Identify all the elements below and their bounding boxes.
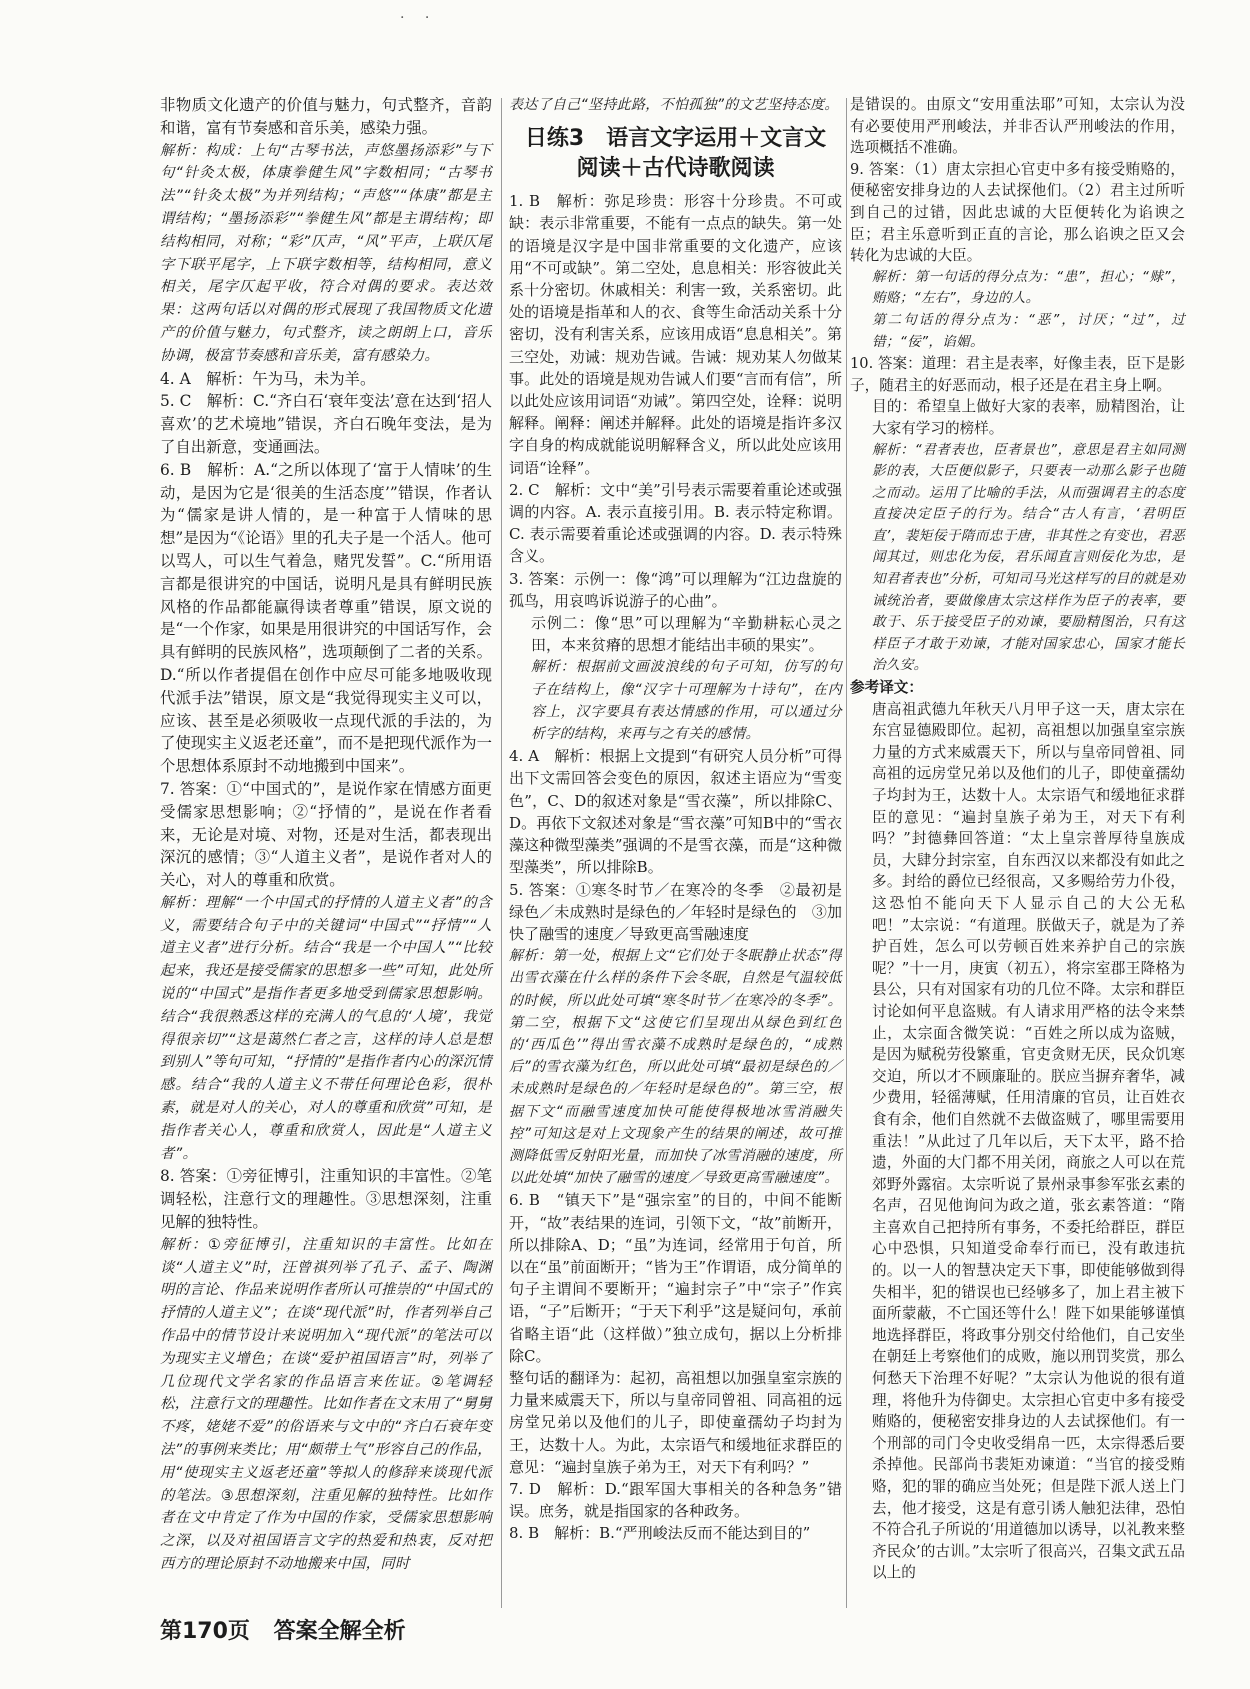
answer-paragraph: 7. 答案：①“中国式的”，是说作家在情感方面更受儒家思想影响；②“抒情的”，是说在作者看来，无论是对境、对物，还是对生活，都表现出深沉的感情；③“人道主义者”，是说作者对人的关心，对人的尊重和欣赏。 (160, 779, 492, 890)
footer-title: 答案全解全析 (273, 1619, 406, 1644)
answer-paragraph: 1. B 解析：弥足珍贵：形容十分珍贵。不可或缺：表示非常重要，不能有一点点的缺失。第一处的语境是汉字是中国非常重要的文化遗产，应该用“不可或缺”。第二空处，息息相关：形容彼此关系十分密切。休戚相关：利害一致，关系密切。此处的语境是指革和人的衣、食等生命活动关系十分密切，没有利害关系，应该用成语“息息相关”。第三空处，劝诫：规劝告诫。告诫：规劝某人勿做某事。此处的语境是规劝告诫人们要“言而有信”，所以此处应该用词语“劝诫”。第四空处，诠释：说明解释。阐释：阐述并解释。此处的语境是指许多汉字自身的构成就能说明解释含义，所以此处应该用词语“诠释”。 (509, 192, 842, 477)
analysis-paragraph: 解析：第一句话的得分点为：“患”，担心；“赇”，贿赂；“左右”，身边的人。 (872, 268, 1185, 307)
analysis-paragraph: 解析：根据前文画波浪线的句子可知，仿写的句子在结构上，像“汉字十可理解为十诗句”，在内容上，汉字要具有表达情感的作用，可以通过分析字的结构，来再与之有关的感情。 (531, 659, 842, 743)
answer-paragraph: 4. A 解析：午为马，未为羊。 (160, 369, 376, 388)
answer-paragraph: 示例二：像“思”可以理解为“辛勤耕耘心灵之田，本来贫瘠的思想才能结出丰硕的果实”。 (531, 614, 842, 655)
column-middle (509, 94, 842, 1545)
column-right (850, 94, 1185, 1584)
answer-paragraph: 2. C 解析：文中“美”引号表示需要着重论述或强调的内容。A. 表示直接引用。B. 表示特定称谓。C. 表示需要着重论述或强调的内容。D. 表示特殊含义。 (509, 480, 842, 566)
answer-paragraph: 3. 答案：示例一：像“鸿”可以理解为“江边盘旋的孤鸟，用哀鸣诉说游子的心曲”。 (509, 569, 842, 610)
answer-paragraph: 7. D 解析：D.“跟军国大事相关的各种急务”错误。庶务，就是指国家的各种政务。 (509, 1479, 842, 1521)
column-left (160, 94, 492, 1576)
answer-paragraph: 6. B 解析：A.“之所以体现了‘富于人情味’的生动，是因为它是‘很美的生活态度’”错误，作者认为“儒家是讲人情的，是一种富于人情味的思想”是因为“《论语》里的孔夫子是一个活人。他可以骂人，可以生气着急，赌咒发誓”。C.“所用语言都是很讲究的中国话，说明凡是具有鲜明民族风格的作品都能赢得读者尊重”错误，原文说的是“一个作家，如果是用很讲究的中国话写作，会具有鲜明的民族风格”，选项颠倒了二者的关系。D.“所以作者提倡在创作中应尽可能多地吸收现代派手法”错误，原文是“我觉得现实主义可以，应该、甚至是必须吸收一点现代派的手法的，为了使现实主义返老还童”，而不是把现代派作为一个思想体系原封不动地搬到中国来”。 (160, 460, 492, 776)
analysis-paragraph: 解析：构成：上句“古琴书法，声悠墨扬添彩”与下句“针灸太极，体康拳健生风”字数相同；“古琴书法”“针灸太极”为并列结构；“声悠”“体康”都是主谓结构；“墨扬添彩”“拳健生风”都是主谓结构；即结构相同，对称；“彩”仄声，“风”平声，上联仄尾字下联平尾字，上下联字数相等，结构相同，意义相关，尾字仄起平收，符合对偶的要求。表达效果：这两句话以对偶的形式展现了我国物质文化遗产的价值与魅力，句式整齐，读之朗朗上口，音乐协调，极富节奏感和音乐美，富有感染力。 (160, 142, 492, 364)
answer-paragraph: 4. A 解析：根据上文提到“有研究人员分析”可得出下文需回答会变色的原因，叙述主语应为“雪变色”，C、D的叙述对象是“雪衣藻”，所以排除C、D。再依下文叙述对象是“雪衣藻”可知B中的“雪衣藻这种微型藻类”强调的不是雪衣藻，而是“这种微型藻类”，所以排除B。 (509, 747, 842, 877)
analysis-paragraph: 表达了自己“坚持此路，不怕孤独”的文艺坚持态度。 (509, 97, 839, 113)
top-marks: . . (400, 6, 438, 22)
analysis-paragraph: 解析：①旁征博引，注重知识的丰富性。比如在谈“人道主义”时，汪曾祺列举了孔子、孟子、陶渊明的言论、作品来说明作者所认可推崇的“中国式的抒情的人道主义”；在谈“现代派”时，作者列举自己作品中的情节设计来说明加入“现代派”的笔法可以为现实主义增色；在谈“爱护祖国语言”时，列举了几位现代文学名家的作品语言来佐证。②笔调轻松，注意行文的理趣性。比如作者在文末用了“舅舅不疼，姥姥不爱”的俗语来与文中的“齐白石衰年变法”的事例来类比；用“颇带土气”形容自己的作品，用“使现实主义返老还童”等拟人的修辞来谈现代派的笔法。③思想深刻，注重见解的独特性。比如作者在文中肯定了作为中国的作家，受儒家思想影响之深，以及对祖国语言文字的热爱和热衷，反对把西方的理论原封不动地搬来中国，同时 (160, 1236, 492, 1572)
analysis-paragraph: 解析：“君者表也，臣者景也”，意思是君主如同测影的表，大臣便似影子，只要表一动那么影子也随之而动。运用了比喻的手法，从而强调君主的态度直接决定臣子的行为。结合“古人有言，‘君明臣直’，裴矩佞于隋而忠于唐，非其性之有变也，君恶闻其过，则忠化为佞，君乐闻直言则佞化为忠，是知君者表也”分析，可知司马光这样写的目的就是劝诫统治者，要做像唐太宗这样作为臣子的表率，要敢于、乐于接受臣子的劝谏，要励精图治，只有这样臣子才敢于劝谏，才能对国家忠心，国家才能长治久安。 (872, 441, 1186, 674)
page-number: 第170页 (160, 1619, 250, 1644)
column-divider (846, 98, 847, 1608)
section-title (509, 124, 842, 184)
reference-heading: 参考译文： (850, 679, 923, 697)
answer-paragraph: 5. 答案：①寒冬时节／在寒冷的冬季 ②最初是绿色／未成熟时是绿色的／年轻时是绿色的 ③加快了融雪的速度／导致更高雪融速度 (509, 880, 842, 943)
answer-paragraph: 非物质文化遗产的价值与魅力，句式整齐，音韵和谐，富有节奏感和音乐美，感染力强。 (160, 96, 492, 137)
page-footer (160, 1614, 422, 1645)
answer-paragraph: 8. 答案：①旁征博引，注重知识的丰富性。②笔调轻松，注意行文的理趣性。③思想深刻，注重见解的独特性。 (160, 1167, 492, 1232)
analysis-paragraph: 第二句话的得分点为：“恶”，讨厌；“过”，过错；“佞”，谄媚。 (872, 311, 1185, 350)
answer-paragraph: 5. C 解析：C.“齐白石‘衰年变法’意在达到‘招人喜欢’的艺术境地”错误，齐白石晚年变法，是为了自出新意，变通画法。 (160, 392, 492, 456)
answer-paragraph: 8. B 解析：B.“严刑峻法反而不能达到目的” (509, 1524, 811, 1543)
answer-paragraph: 10. 答案：道理：君主是表率，好像圭表，臣下是影子，随君主的好恶而动，根子还是在君主身上啊。 (850, 355, 1185, 394)
section-title-line2: 阅读＋古代诗歌阅读 (576, 156, 775, 182)
section-title-line1: 日练3 语言文字运用＋文言文 (524, 126, 827, 152)
column-divider (501, 98, 502, 1608)
answer-paragraph: 是错误的。由原文“安用重法耶”可知，太宗认为没有必要使用严刑峻法，并非否认严刑峻法的作用，选项概括不准确。 (850, 96, 1185, 157)
analysis-paragraph: 解析：理解“一个中国式的抒情的人道主义者”的含义，需要结合句子中的关键词“中国式”“抒情”“人道主义者”进行分析。结合“我是一个中国人”“比较起来，我还是接受儒家的思想多一些”可知，此处所说的“中国式”是指作者更多地受到儒家思想影响。结合“我很熟悉这样的充满人的气息的‘人境’，我觉得很亲切”“这是蔼然仁者之言，这样的诗人总是想到别人”等句可知，“抒情的”是指作者内心的深沉情感。结合“我的人道主义不带任何理论色彩，很朴素，就是对人的关心，对人的尊重和欣赏”可知，是指作者关心人，尊重和欣赏人，因此是“人道主义者”。 (160, 894, 492, 1162)
answer-paragraph: 目的：希望皇上做好大家的表率，励精图治，让大家有学习的榜样。 (872, 398, 1185, 437)
analysis-paragraph: 解析：第一处，根据上文“它们处于冬眠静止状态”得出雪衣藻在什么样的条件下会冬眠，自然是气温较低的时候，所以此处可填“寒冬时节／在寒冷的冬季”。第二空，根据下文“这使它们呈现出从绿色到红色的‘西瓜色’”得出雪衣藻不成熟时是绿色的，“成熟后”的雪衣藻为红色，所以此处可填“最初是绿色的／未成熟时是绿色的／年轻时是绿色的”。第三空，根据下文“而融雪速度加快可能使得极地冰雪消融失控”可知这是对上文现象产生的结果的阐述，故可推测降低雪反射阳光量，而加快了冰雪消融的速度，所以此处填“加快了融雪的速度／导致更高雪融速度”。 (509, 948, 842, 1187)
answer-paragraph: 整句话的翻译为：起初，高祖想以加强皇室宗族的力量来威震天下，所以与皇帝同曾祖、同高祖的远房堂兄弟以及他们的儿子，即使童孺幼子均封为王，达数十人。为此，太宗语气和缓地征求群臣的意见：“遍封皇族子弟为王，对天下有利吗？” (509, 1368, 842, 1476)
answer-paragraph: 6. B “镇天下”是“强宗室”的目的，中间不能断开，“故”表结果的连词，引领下文，“故”前断开，所以排除A、D；“虽”为连词，经常用于句首，所以在“虽”前面断开；“皆为王”作谓语，成分简单的句子主谓间不要断开；“遍封宗子”中“宗子”作宾语，“子”后断开；“于天下利乎”这是疑问句，承前省略主语“此（这样做）”独立成句，据以上分析排除C。 (509, 1191, 842, 1365)
answer-paragraph: 9. 答案：（1）唐太宗担心官吏中多有接受贿赂的，便秘密安排身边的人去试探他们。（2）君主过所听到自己的过错，因此忠诚的大臣便转化为谄谀之臣；君主乐意听到正直的言论，那么谄谀之臣又会转化为忠诚的大臣。 (850, 160, 1185, 265)
answer-paragraph: 唐高祖武德九年秋天八月甲子这一天，唐太宗在东宫显德殿即位。起初，高祖想以加强皇室宗族力量的方式来威震天下，所以与皇帝同曾祖、同高祖的远房堂兄弟以及他们的儿子，即使童孺幼子均封为王，达数十人。太宗语气和缓地征求群臣的意见：“遍封皇族子弟为王，对天下有利吗？”封德彝回答道：“太上皇宗普厚待皇族成员，大肆分封宗室，自东西汉以来都没有如此之多。封给的爵位已经很高，又多赐给劳力仆役，这恐怕不能向天下人显示自己的大公无私吧！”太宗说：“有道理。朕做天子，就是为了养护百姓，怎么可以劳顿百姓来养护自己的宗族呢？”十一月，庚寅（初五），将宗室郡王降格为县公，只有对国家有功的几位不降。太宗和群臣讨论如何平息盗贼。有人请求用严格的法令来禁止，太宗面含微笑说：“百姓之所以成为盗贼，是因为赋税劳役繁重，官吏贪财无厌，民众饥寒交迫，所以才不顾廉耻的。朕应当摒弃奢华，减少费用，轻徭薄赋，任用清廉的官员，让百姓衣食有余，他们自然就不去做盗贼了，哪里需要用重法！”从此过了几年以后，天下太平，路不拾遗，外面的大门都不用关闭，商旅之人可以在荒郊野外露宿。太宗听说了景州录事参军张玄素的名声，召见他询问为政之道，张玄素答道：“隋主喜欢自己把持所有事务，不委托给群臣，群臣心中恐惧，只知道受命奉行而已，没有敢违抗的。以一人的智慧决定天下事，即使能够做到得失相半，犯的错误也已经够多了，加上君主被下面所蒙蔽，不亡国还等什么！陛下如果能够谨慎地选择群臣，将政事分别交付给他们，自己安坐在朝廷上考察他们的成败，施以刑罚奖赏，那么何愁天下治理不好呢？”太宗认为他说的很有道理，将他升为侍御史。太宗担心官吏中多有接受贿赂的，便秘密安排身边的人去试探他们。有一个刑部的司门令史收受绢帛一匹，太宗得悉后要杀掉他。民部尚书裴矩劝谏道：“当官的接受贿赂，犯的罪的确应当处死；但是陛下派人送上门去，他才接受，这是有意引诱人触犯法律，恐怕不符合孔子所说的‘用道德加以诱导，以礼教来整齐民众’的古训。”太宗听了很高兴，召集文武五品以上的 (872, 700, 1185, 1582)
